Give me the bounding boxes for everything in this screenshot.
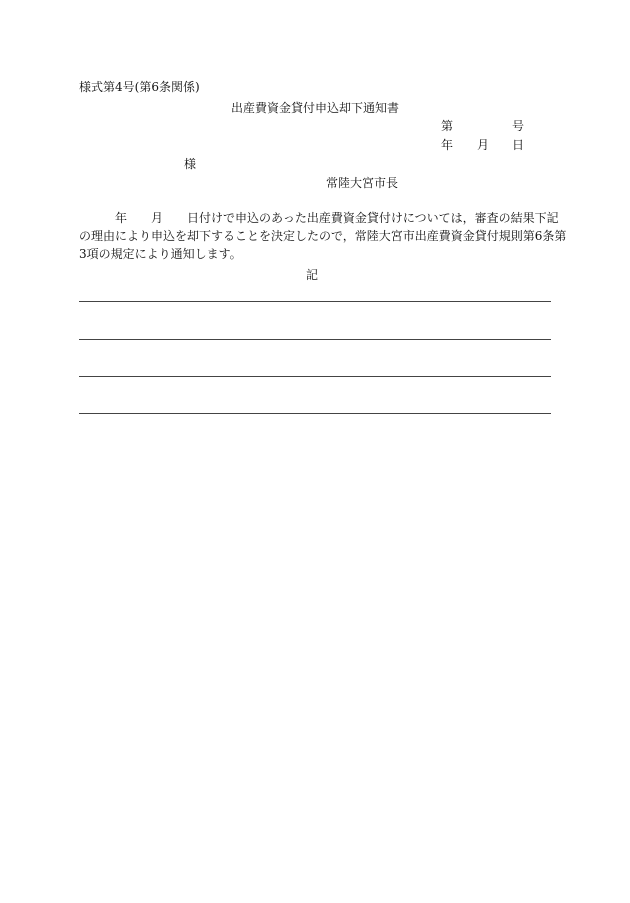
body-line-1 [79,209,559,227]
body-year-label: 年 [115,211,128,225]
document-title: 出産費資金貸付申込却下通知書 [231,101,400,115]
ki-heading: 記 [306,268,319,282]
reason-line-3 [79,376,551,377]
issuer-name: 常陸大宮市長 [326,176,399,190]
body-month-label: 月 [151,211,164,225]
notice-body [79,209,567,263]
reason-line-4 [79,413,551,414]
document-number-suffix: 号 [512,119,525,133]
date-day-label: 日 [512,138,525,152]
form-number: 様式第4号(第6条関係) [79,80,200,94]
reason-line-2 [79,339,551,340]
addressee-honorific: 様 [184,157,197,171]
body-line-2: の理由により申込を却下することを決定したので，常陸大宮市出産費資金貸付規則第6条第 [79,229,567,243]
body-line-3: 3項の規定により通知します。 [79,247,242,261]
date-year-label: 年 [441,138,454,152]
document-number-prefix: 第 [441,119,454,133]
body-line-1-text: 日付けで申込のあった出産費資金貸付けについては，審査の結果下記 [187,211,559,225]
date-month-label: 月 [477,138,490,152]
reason-line-1 [79,301,551,302]
